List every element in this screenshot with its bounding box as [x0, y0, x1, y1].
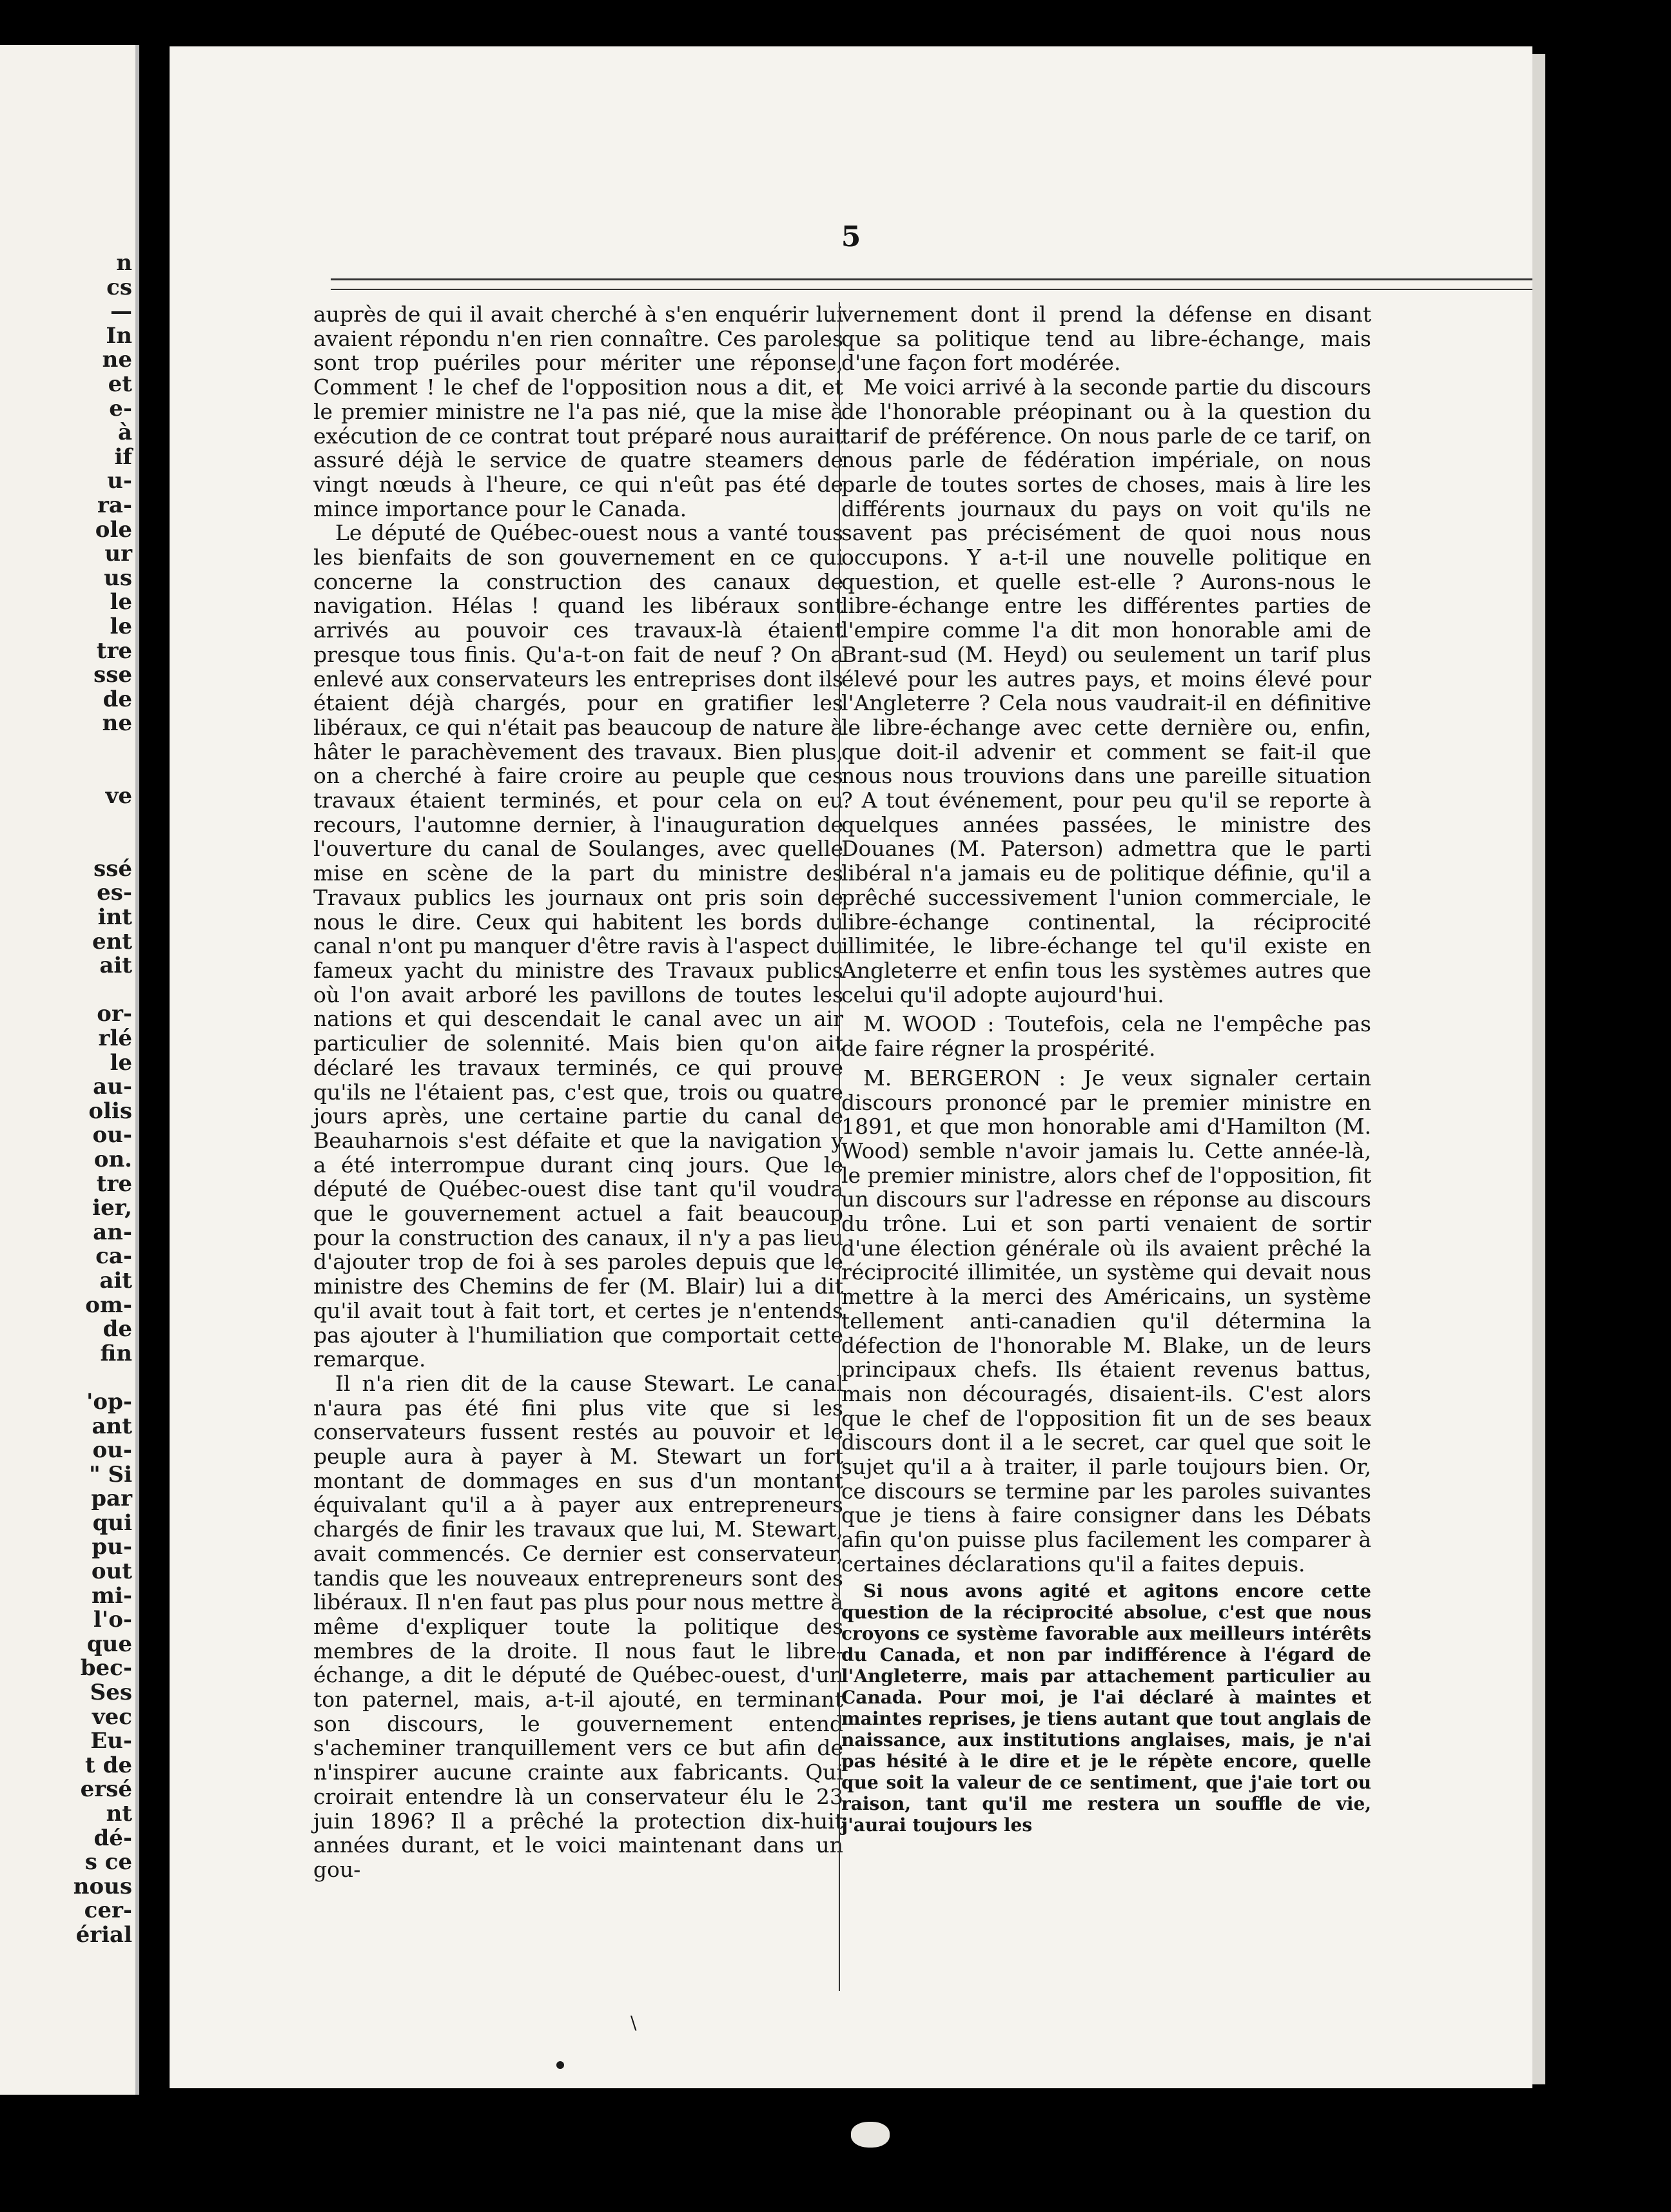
margin-fragment: bec-: [80, 1655, 132, 1682]
margin-fragment: le: [110, 589, 132, 616]
margin-fragment: ant: [92, 1413, 132, 1439]
margin-fragment: on.: [93, 1146, 132, 1172]
margin-fragment: Ses: [90, 1680, 132, 1706]
margin-fragment: ou-: [92, 1122, 132, 1149]
margin-fragment: ne: [102, 710, 132, 737]
margin-fragment: pu-: [92, 1534, 132, 1560]
left-margin-fragments: [0, 251, 132, 1948]
left-facing-page: [0, 45, 137, 2095]
margin-fragment: om-: [85, 1292, 132, 1318]
margin-fragment: par: [91, 1486, 132, 1512]
left-column: [313, 302, 843, 1882]
margin-fragment: nous: [73, 1873, 132, 1899]
margin-fragment: ole: [95, 516, 132, 543]
margin-fragment: qui: [92, 1509, 132, 1536]
margin-fragment: s ce: [84, 1849, 132, 1876]
margin-fragment: dé-: [93, 1825, 132, 1851]
margin-fragment: fin: [100, 1340, 132, 1366]
margin-fragment: n: [116, 250, 132, 276]
ink-speck: \: [630, 2012, 637, 2033]
margin-fragment: [0, 736, 132, 761]
right-paragraph-quotation: Si nous avons agité et agitons encore cette question de la réciprocité absolue, c'est que nous croyons ce système favorable aux meilleurs intérêts du Canada, et non par indifférence à l'égard de l'Angleterre, mais par attachement particulier au Canada. Pour moi, je l'ai déclaré à maintes et maintes reprises, je tiens autant que tout anglais de naissance, aux institutions anglaises, mais, je n'ai pas hésité à le dire et je le répète encore, quelle que soit la valeur de ce sentiment, que j'aie tort ou raison, tant qu'il me restera un souffle de vie, j'aurai toujours les: [841, 1580, 1371, 1836]
margin-fragment: [0, 833, 132, 857]
margin-fragment: ur: [104, 541, 132, 567]
margin-fragment: érial: [75, 1921, 132, 1948]
margin-fragment: de: [103, 686, 132, 712]
margin-fragment: [0, 809, 132, 833]
margin-fragment: à: [117, 420, 132, 446]
margin-fragment: tre: [96, 637, 132, 664]
margin-fragment: e-: [109, 395, 132, 422]
right-paragraph-wood: M. WOOD : Toutefois, cela ne l'empêche pas de faire régner la prospérité.: [841, 1011, 1371, 1062]
left-paragraph-2: Le député de Québec-ouest nous a vanté tous les bienfaits de son gouvernement en ce qui concerne la construction des canaux de navigation. Hélas ! quand les libéraux sont arrivés au pouvoir ces travaux-là étaient presque tous finis. Qu'a-t-on fait de neuf ? On a enlevé aux conservateurs les entreprises dont ils étaient déjà chargés, pour en gratifier les libéraux, ce qui n'était pas beaucoup de nature à hâter le parachèvement des travaux. Bien plus, on a cherché à faire croire au peuple que ces travaux étaient terminés, et pour cela on eu recours, l'automne dernier, à l'inauguration de l'ouverture du canal de Soulanges, avec quelle mise en scène de la part du ministre des Travaux publics les journaux ont pris soin de nous le dire. Ceux qui habitent les bords du canal n'ont pu manquer d'être ravis à l'aspect du fameux yacht du ministre des Travaux publics où l'on avait arboré les pavillons de toutes les nations et qui descendait le canal avec un air particulier de solennité. Mais bien qu'on ait déclaré les travaux terminés, ce qui prouve qu'ils ne l'étaient pas, c'est que, trois ou quatre jours après, une certaine partie du canal de Beauharnois s'est défaite et que la navigation y a été interrompue durant cinq jours. Que le député de Québec-ouest dise tant qu'il voudra que le gouvernement actuel a fait beaucoup pour la construction des canaux, il n'y a pas lieu d'ajouter trop de foi à ses paroles depuis que le ministre des Chemins de fer (M. Blair) lui a dit qu'il avait tout à fait tort, et certes je n'entends pas ajouter à l'humiliation que comportait cette remarque.: [313, 520, 843, 1372]
margin-fragment: que: [86, 1631, 132, 1657]
right-column: [841, 302, 1371, 1836]
margin-fragment: —: [110, 298, 132, 325]
margin-fragment: [0, 760, 132, 784]
margin-fragment: t de: [85, 1752, 132, 1778]
scan-artifact: [851, 2122, 890, 2148]
right-paragraph-bergeron: M. BERGERON : Je veux signaler certain discours prononcé par le premier ministre en 1891, et que mon honorable ami d'Hamilton (M. Wood) semble n'avoir jamais lu. Cette année-là, le premier ministre, alors chef de l'opposition, fit un discours sur l'adresse en réponse au discours du trône. Lui et son parti venaient de sortir d'une élection générale où ils avaient prêché la réciprocité illimitée, un système qui devait nous mettre à la merci des Américains, un système tellement anti-canadien qu'il détermina la défection de l'honorable M. Blake, un de leurs principaux chefs. Ils étaient revenus battus, mais non découragés, disaient-ils. C'est alors que le chef de l'opposition fit un de ses beaux discours dont il a le secret, car quel que soit le sujet qu'il a à traiter, il parle toujours bien. Or, ce discours se termine par les paroles suivantes que je tiens à faire consigner dans les Débats afin qu'on puisse plus facilement les comparer à certaines déclarations qu'il a faites depuis.: [841, 1065, 1371, 1577]
margin-fragment: sse: [93, 662, 132, 688]
margin-fragment: de: [103, 1316, 132, 1343]
margin-fragment: ersé: [80, 1776, 132, 1803]
margin-fragment: l'o-: [93, 1607, 132, 1633]
left-paragraph-3: Il n'a rien dit de la cause Stewart. Le canal n'aura pas été fini plus vite que si les conservateurs fussent restés au pouvoir et le peuple aura à payer à M. Stewart un fort montant de dommages en sus d'un montant équivalant qu'il a à payer aux entrepreneurs chargés de finir les travaux que lui, M. Stewart, avait commencés. Ce dernier est conservateur, tandis que les nouveaux entrepreneurs sont des libéraux. Il n'en faut pas plus pour nous mettre à même d'expliquer toute la politique des membres de la droite. Il nous faut le libre-échange, a dit le député de Québec-ouest, d'un ton paternel, mais, a-t-il ajouté, en terminant son discours, le gouvernement entend s'acheminer tranquillement vers ce but afin de n'inspirer aucune crainte aux fabricants. Qui croirait entendre là un conservateur élu le 23 juin 1896? Il a prêché la protection dix-huit années durant, et le voici maintenant dans un gou-: [313, 1370, 843, 1882]
margin-fragment: ve: [105, 783, 132, 810]
margin-fragment: mi-: [91, 1582, 132, 1609]
margin-fragment: rlé: [98, 1025, 132, 1051]
right-page-edge: [1532, 54, 1545, 2084]
page-number: 5: [841, 220, 861, 253]
margin-fragment: Eu-: [90, 1728, 132, 1754]
column-divider: [839, 302, 840, 1991]
margin-fragment: cer-: [84, 1897, 132, 1924]
margin-fragment: nt: [106, 1801, 132, 1827]
margin-fragment: ait: [99, 1267, 132, 1294]
margin-fragment: ra-: [97, 492, 132, 518]
margin-fragment: u-: [107, 468, 132, 494]
ink-dot: [556, 2061, 564, 2069]
header-rule: [331, 278, 1532, 280]
margin-fragment: In: [106, 322, 132, 349]
margin-fragment: an-: [93, 1219, 132, 1245]
margin-fragment: ssé: [93, 855, 132, 882]
margin-fragment: ne: [102, 347, 132, 373]
margin-fragment: tre: [96, 1170, 132, 1197]
right-paragraph-2: Me voici arrivé à la seconde partie du discours de l'honorable préopinant ou à la question du tarif de préférence. On nous parle de ce tarif, on nous parle de fédération impériale, on nous parle de toutes sortes de choses, mais à lire les différents journaux du pays on voit qu'ils ne savent pas précisément de quoi nous nous occupons. Y a-t-il une nouvelle politique en question, et quelle est-elle ? Aurons-nous le libre-échange entre les différentes parties de l'empire comme l'a dit mon honorable ami de Brant-sud (M. Heyd) ou seulement un tarif plus élevé pour les autres pays, et moins élevé pour l'Angleterre ? Cela nous vaudrait-il en définitive le libre-échange avec cette dernière ou, enfin, que doit-il advenir et comment se fait-il que nous nous trouvions dans une pareille situation ? A tout événement, pour peu qu'il se reporte à quelques années passées, le ministre des Douanes (M. Paterson) admettra que le parti libéral n'a jamais eu de politique définie, qu'il a prêché successivement l'union commerciale, le libre-échange continental, la réciprocité illimitée, le libre-échange tel qu'il existe en Angleterre et enfin tous les systèmes autres que celui qu'il adopte aujourd'hui.: [841, 374, 1371, 1007]
margin-fragment: us: [104, 565, 132, 591]
right-paragraph-1: vernement dont il prend la défense en disant que sa politique tend au libre-échange, mais d'une façon fort modérée.: [841, 302, 1371, 376]
margin-fragment: or-: [97, 1001, 132, 1027]
margin-fragment: es-: [97, 880, 132, 906]
left-paragraph-1: auprès de qui il avait cherché à s'en enquérir lui avaient répondu n'en rien connaître. Ces paroles sont trop puériles pour mériter une réponse, Comment ! le chef de l'opposition nous a dit, et le premier ministre ne l'a pas nié, que la mise à exécution de ce contrat tout préparé nous aurait assuré déjà le service de quatre steamers de vingt nœuds à l'heure, ce qui n'eût pas été de mince importance pour le Canada.: [313, 302, 843, 521]
margin-fragment: ou-: [92, 1437, 132, 1464]
document-page: [170, 46, 1532, 2088]
margin-fragment: et: [108, 371, 132, 397]
margin-fragment: le: [110, 613, 132, 639]
header-rule-secondary: [331, 289, 1532, 290]
margin-fragment: ca-: [95, 1243, 132, 1270]
margin-fragment: olis: [88, 1098, 132, 1124]
margin-fragment: int: [97, 904, 132, 931]
margin-fragment: if: [114, 443, 132, 470]
margin-fragment: " Si: [88, 1461, 132, 1488]
margin-fragment: out: [91, 1558, 132, 1585]
left-page-edge: [135, 45, 139, 2095]
margin-fragment: [0, 1366, 132, 1390]
margin-fragment: le: [110, 1049, 132, 1076]
margin-fragment: vec: [92, 1703, 132, 1730]
margin-fragment: cs: [106, 274, 132, 300]
margin-fragment: 'op-: [86, 1388, 132, 1415]
margin-fragment: [0, 978, 132, 1003]
margin-fragment: au-: [93, 1074, 132, 1100]
margin-fragment: ait: [99, 953, 132, 979]
margin-fragment: ent: [92, 928, 132, 955]
margin-fragment: ier,: [92, 1195, 132, 1221]
